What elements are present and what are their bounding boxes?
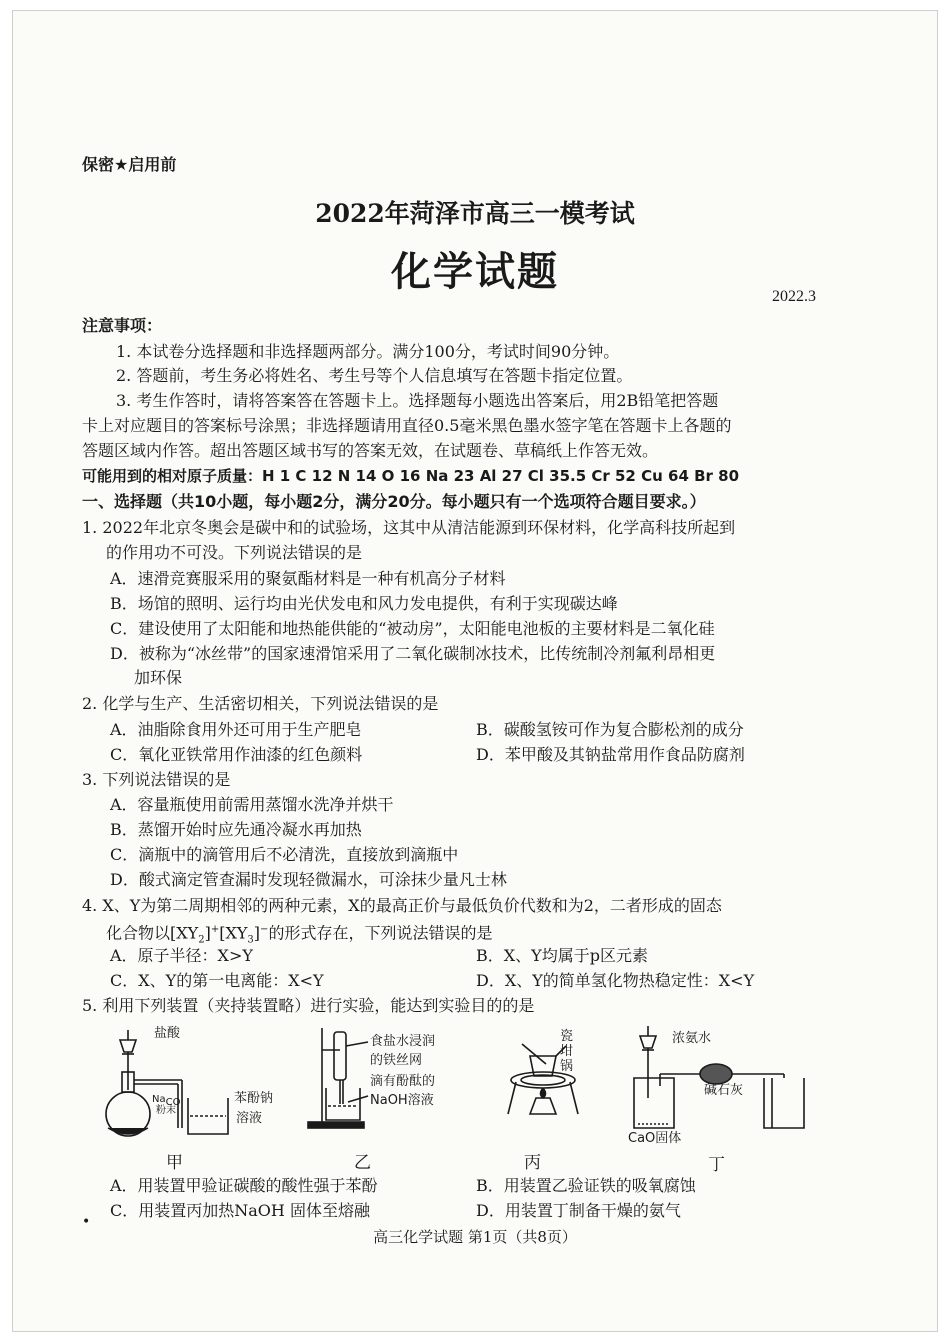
subject-title: 化学试题: [391, 249, 559, 295]
label-salt-3: 滴有酚酞的: [370, 1074, 436, 1089]
q5-option-b: B．用装置乙验证铁的吸氧腐蚀: [476, 1176, 696, 1195]
q3-option-c: C．滴瓶中的滴管用后不必清洗，直接放到滴瓶中: [110, 845, 459, 864]
apparatus-ding: [634, 1026, 804, 1128]
q1-option-c: C．建设使用了太阳能和地热能供能的“被动房”，太阳能电池板的主要材料是二氧化硅: [110, 619, 715, 638]
q2-option-b: B．碳酸氢铵可作为复合膨松剂的成分: [476, 720, 744, 739]
label-phenolate-1: 苯酚钠: [234, 1091, 274, 1106]
q4-option-c: C．X、Y的第一电离能：X<Y: [110, 971, 324, 990]
fig-label-ding: 丁: [708, 1155, 725, 1175]
q1-option-a: A．速滑竞赛服采用的聚氨酯材料是一种有机高分子材料: [110, 569, 506, 588]
note-line-1: 1. 本试卷分选择题和非选择题两部分。满分100分，考试时间90分钟。: [116, 342, 620, 361]
label-na2co3: $Na_{CO}$: [152, 1094, 181, 1108]
section-title: 一、选择题（共10小题，每小题2分，满分20分。每小题只有一个选项符合题目要求。）: [82, 492, 706, 511]
apparatus-yi: [308, 1028, 368, 1128]
label-cao: CaO固体: [628, 1131, 682, 1146]
fig-label-yi: 乙: [354, 1153, 371, 1173]
q4-stem-2: 化合物以$[XY_2]^+[XY_3]^-$的形式存在，下列说法错误的是: [106, 923, 493, 946]
q5-apparatus-figure: [0, 1016, 950, 1176]
note-line-4: 卡上对应题目的答案标号涂黑；非选择题请用直径0.5毫米黑色墨水签字笔在答题卡上各题的: [82, 416, 732, 435]
q1-option-d-1: D．被称为“冰丝带”的国家速滑馆采用了二氧化碳制冰技术，比传统制冷剂氟利昂相更: [110, 644, 716, 663]
q5-stem: 5. 利用下列装置（夹持装置略）进行实验，能达到实验目的的是: [82, 996, 535, 1015]
q2-option-d: D．苯甲酸及其钠盐常用作食品防腐剂: [476, 745, 745, 764]
atomic-masses: 可能用到的相对原子质量：H 1 C 12 N 14 O 16 Na 23 Al 27 Cl 35.5 Cr 52 Cu 64 Br 80: [82, 467, 740, 485]
q5-option-c: C．用装置丙加热NaOH 固体至熔融: [110, 1201, 370, 1220]
page-footer: 高三化学试题 第1页（共8页）: [373, 1228, 577, 1246]
q3-option-d: D．酸式滴定管查漏时发现轻微漏水，可涂抹少量凡士林: [110, 870, 507, 889]
label-crucible-3: 锅: [560, 1059, 574, 1074]
q1-option-b: B．场馆的照明、运行均由光伏发电和风力发电提供，有利于实现碳达峰: [110, 594, 618, 613]
label-salt-4: NaOH溶液: [370, 1093, 434, 1108]
exam-date: 2022.3: [772, 288, 816, 305]
q2-option-a: A．油脂除食用外还可用于生产肥皂: [110, 720, 362, 739]
q3-stem: 3. 下列说法错误的是: [82, 770, 231, 789]
q1-stem-1: 1. 2022年北京冬奥会是碳中和的试验场，这其中从清洁能源到环保材料，化学高科技所起到: [82, 518, 736, 537]
label-phenolate-2: 溶液: [236, 1111, 263, 1126]
label-salt-1: 食盐水浸润: [370, 1034, 436, 1049]
label-crucible-2: 坩: [560, 1044, 574, 1059]
label-soda-lime: 碱石灰: [704, 1083, 744, 1098]
q5-option-a: A．用装置甲验证碳酸的酸性强于苯酚: [110, 1176, 378, 1195]
q1-option-d-2: 加环保: [134, 668, 183, 687]
q1-stem-2: 的作用功不可没。下列说法错误的是: [106, 543, 363, 562]
q4-stem-1: 4. X、Y为第二周期相邻的两种元素，X的最高正价与最低负价代数和为2，二者形成的固态: [82, 896, 722, 915]
label-crucible-1: 瓷: [560, 1029, 574, 1044]
note-line-5: 答题区域内作答。超出答题区域书写的答案无效，在试题卷、草稿纸上作答无效。: [82, 441, 659, 460]
exam-title: 2022年菏泽市高三一模考试: [315, 199, 635, 228]
q4-option-d: D．X、Y的简单氢化物热稳定性：X<Y: [476, 971, 755, 990]
note-line-2: 2. 答题前，考生务必将姓名、考生号等个人信息填写在答题卡指定位置。: [116, 366, 633, 385]
notes-heading: 注意事项：: [82, 316, 163, 335]
stray-mark: •: [82, 1214, 91, 1230]
note-line-3: 3. 考生作答时，请将答案答在答题卡上。选择题每小题选出答案后，用2B铅笔把答题: [116, 391, 719, 410]
q2-stem: 2. 化学与生产、生活密切相关，下列说法错误的是: [82, 694, 439, 713]
label-na2co3-powder: 粉末: [156, 1105, 176, 1116]
label-ammonia: 浓氨水: [672, 1031, 712, 1046]
q3-option-b: B．蒸馏开始时应先通冷凝水再加热: [110, 820, 362, 839]
label-salt-2: 的铁丝网: [370, 1053, 423, 1068]
label-hcl: 盐酸: [154, 1026, 181, 1041]
fig-label-bing: 丙: [524, 1153, 541, 1173]
q5-option-d: D．用装置丁制备干燥的氨气: [476, 1201, 681, 1220]
q4-option-a: A．原子半径：X>Y: [110, 946, 253, 965]
q3-option-a: A．容量瓶使用前需用蒸馏水洗净并烘干: [110, 795, 394, 814]
q2-option-c: C．氧化亚铁常用作油漆的红色颜料: [110, 745, 363, 764]
q4-option-b: B．X、Y均属于p区元素: [476, 946, 648, 965]
fig-label-jia: 甲: [166, 1153, 183, 1173]
apparatus-jia: [106, 1030, 228, 1136]
confidential-mark: 保密★启用前: [82, 155, 177, 174]
